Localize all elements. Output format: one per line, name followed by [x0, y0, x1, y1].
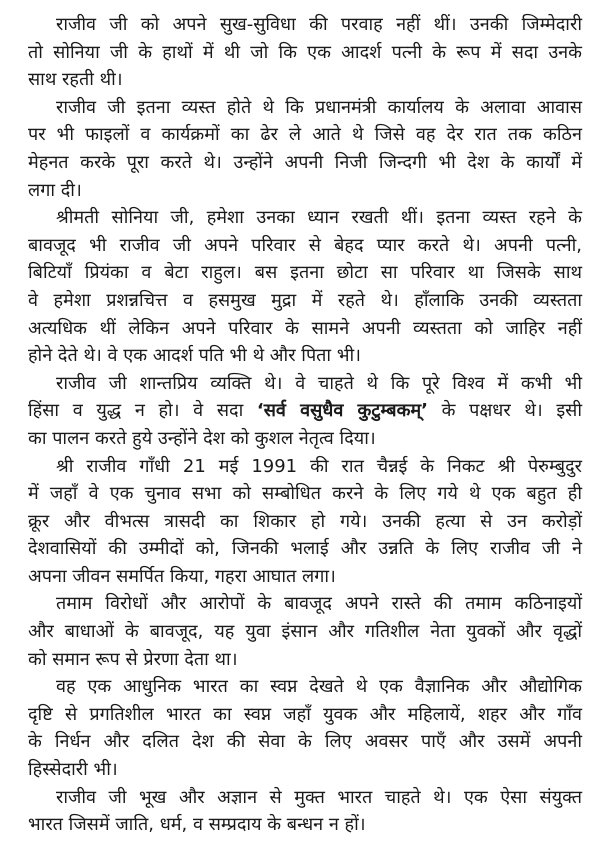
document-body — [28, 11, 582, 839]
paragraph — [28, 370, 582, 453]
text-line — [28, 784, 582, 812]
paragraph — [28, 673, 582, 783]
text-segment: हिंसा व युद्ध न हो। वे सदा — [28, 400, 257, 422]
text-line — [28, 177, 582, 205]
text-line — [28, 535, 582, 563]
paragraph — [28, 784, 582, 839]
text-segment: राजीव जी इतना व्यस्त होते थे कि प्रधानमंत्री कार्यालय के अलावा आवास — [56, 96, 582, 118]
text-line — [28, 508, 582, 536]
text-line — [28, 425, 582, 453]
text-line — [28, 94, 582, 122]
text-segment: राजीव जी को अपने सुख-सुविधा की परवाह नहीं थीं। उनकी जिम्मेदारी — [56, 14, 582, 35]
text-segment: श्रीमती सोनिया जी, हमेशा उनका ध्यान रखती थीं। इतना व्यस्त रहने के — [56, 207, 582, 229]
text-line — [28, 590, 582, 618]
text-segment: के निर्धन और दलित देश की सेवा के लिए अवसर पाएँ और उसमें अपनी — [28, 731, 582, 753]
text-segment: श्री राजीव गाँधी 21 मई 1991 की रात चैन्नई के निकट श्री पेरुम्बुदुर — [56, 455, 582, 477]
text-segment: पर भी फाइलों व कार्यक्रमों का ढेर ले आते थे जिसे वह देर रात तक कठिन — [28, 124, 582, 146]
paragraph — [28, 453, 582, 591]
text-segment: और बाधाओं के बावजूद, यह युवा इंसान और गतिशील नेता युवकों और वृद्धों — [28, 621, 582, 643]
text-line — [28, 39, 582, 67]
text-segment: में जहाँ वे एक चुनाव सभा को सम्बोधित करने के लिए गये थे एक बहुत ही — [28, 483, 582, 505]
text-line — [28, 453, 582, 481]
text-segment: का पालन करते हुये उन्होंने देश को कुशल नेतृत्व दिया। — [28, 427, 376, 449]
text-segment: बावजूद भी राजीव जी अपने परिवार से बेहद प्यार करते थे। अपनी पत्नी, — [28, 234, 582, 256]
text-line — [28, 149, 582, 177]
text-line — [28, 315, 582, 343]
text-line — [28, 287, 582, 315]
text-segment: बिटियाँ प्रियंका व बेटा राहुल। बस इतना छोटा सा परिवार था जिसके साथ — [28, 262, 582, 284]
text-line — [28, 259, 582, 287]
text-line — [28, 728, 582, 756]
text-segment: के पक्षधर थे। इसी — [428, 400, 583, 422]
text-segment: साथ रहती थी। — [28, 69, 123, 91]
text-segment: क्रूर और वीभत्स त्रासदी का शिकार हो गये। उनकी हत्या से उन करोड़ों — [28, 510, 582, 532]
text-line — [28, 480, 582, 508]
text-line — [28, 11, 582, 39]
text-segment: तो सोनिया जी के हाथों में थी जो कि एक आदर्श पत्नी के रूप में सदा उनके — [28, 41, 582, 63]
text-segment: अपना जीवन समर्पित किया, गहरा आघात लगा। — [28, 565, 336, 587]
text-line — [28, 673, 582, 701]
text-line — [28, 756, 582, 784]
quoted-phrase: ‘सर्व वसुधैव कुटुम्बकम्’ — [256, 400, 429, 422]
text-line — [28, 204, 582, 232]
text-segment: राजीव जी भूख और अज्ञान से मुक्त भारत चाहते थे। एक ऐसा संयुक्त — [56, 786, 582, 808]
text-segment: तमाम विरोधों और आरोपों के बावजूद अपने रास्ते की तमाम कठिनाइयों — [56, 593, 582, 615]
paragraph — [28, 204, 582, 370]
text-segment: लगा दी। — [28, 179, 82, 201]
text-segment: वे हमेशा प्रशन्नचित्त व हसमुख मुद्रा में रहते थे। हाँलाकि उनकी व्यस्तता — [28, 289, 582, 311]
text-segment: वह एक आधुनिक भारत का स्वप्न देखते थे एक वैज्ञानिक और औद्योगिक — [56, 676, 582, 698]
text-line — [28, 66, 582, 94]
text-segment: राजीव जी शान्तप्रिय व्यक्ति थे। वे चाहते थे कि पूरे विश्व में कभी भी — [56, 372, 582, 394]
text-segment: हिस्सेदारी भी। — [28, 759, 118, 781]
text-segment: होने देते थे। वे एक आदर्श पति भी थे और पिता भी। — [28, 345, 361, 367]
text-segment: देशवासियों की उम्मीदों को, जिनकी भलाई और उन्नति के लिए राजीव जी ने — [28, 538, 582, 560]
text-line — [28, 232, 582, 260]
text-segment: दृष्टि से प्रगतिशील भारत का स्वप्न जहाँ युवक और महिलायें, शहर और गाँव — [28, 703, 582, 725]
paragraph — [28, 11, 582, 94]
paragraph — [28, 94, 582, 204]
text-segment: भारत जिसमें जाति, धर्म, व सम्प्रदाय के बन्धन न हों। — [28, 814, 366, 836]
text-line — [28, 342, 582, 370]
paragraph — [28, 590, 582, 673]
text-line — [28, 563, 582, 591]
text-segment: मेहनत करके पूरा करते थे। उन्होंने अपनी निजी जिन्दगी भी देश के कार्यों में — [28, 151, 582, 173]
text-line — [28, 646, 582, 674]
text-line — [28, 370, 582, 398]
text-line — [28, 121, 582, 149]
text-line — [28, 397, 582, 425]
text-line — [28, 701, 582, 729]
text-segment: को समान रूप से प्रेरणा देता था। — [28, 648, 238, 670]
text-line — [28, 618, 582, 646]
text-segment: अत्यधिक थीं लेकिन अपने परिवार के सामने अपनी व्यस्तता को जाहिर नहीं — [28, 317, 582, 339]
text-line — [28, 811, 582, 839]
